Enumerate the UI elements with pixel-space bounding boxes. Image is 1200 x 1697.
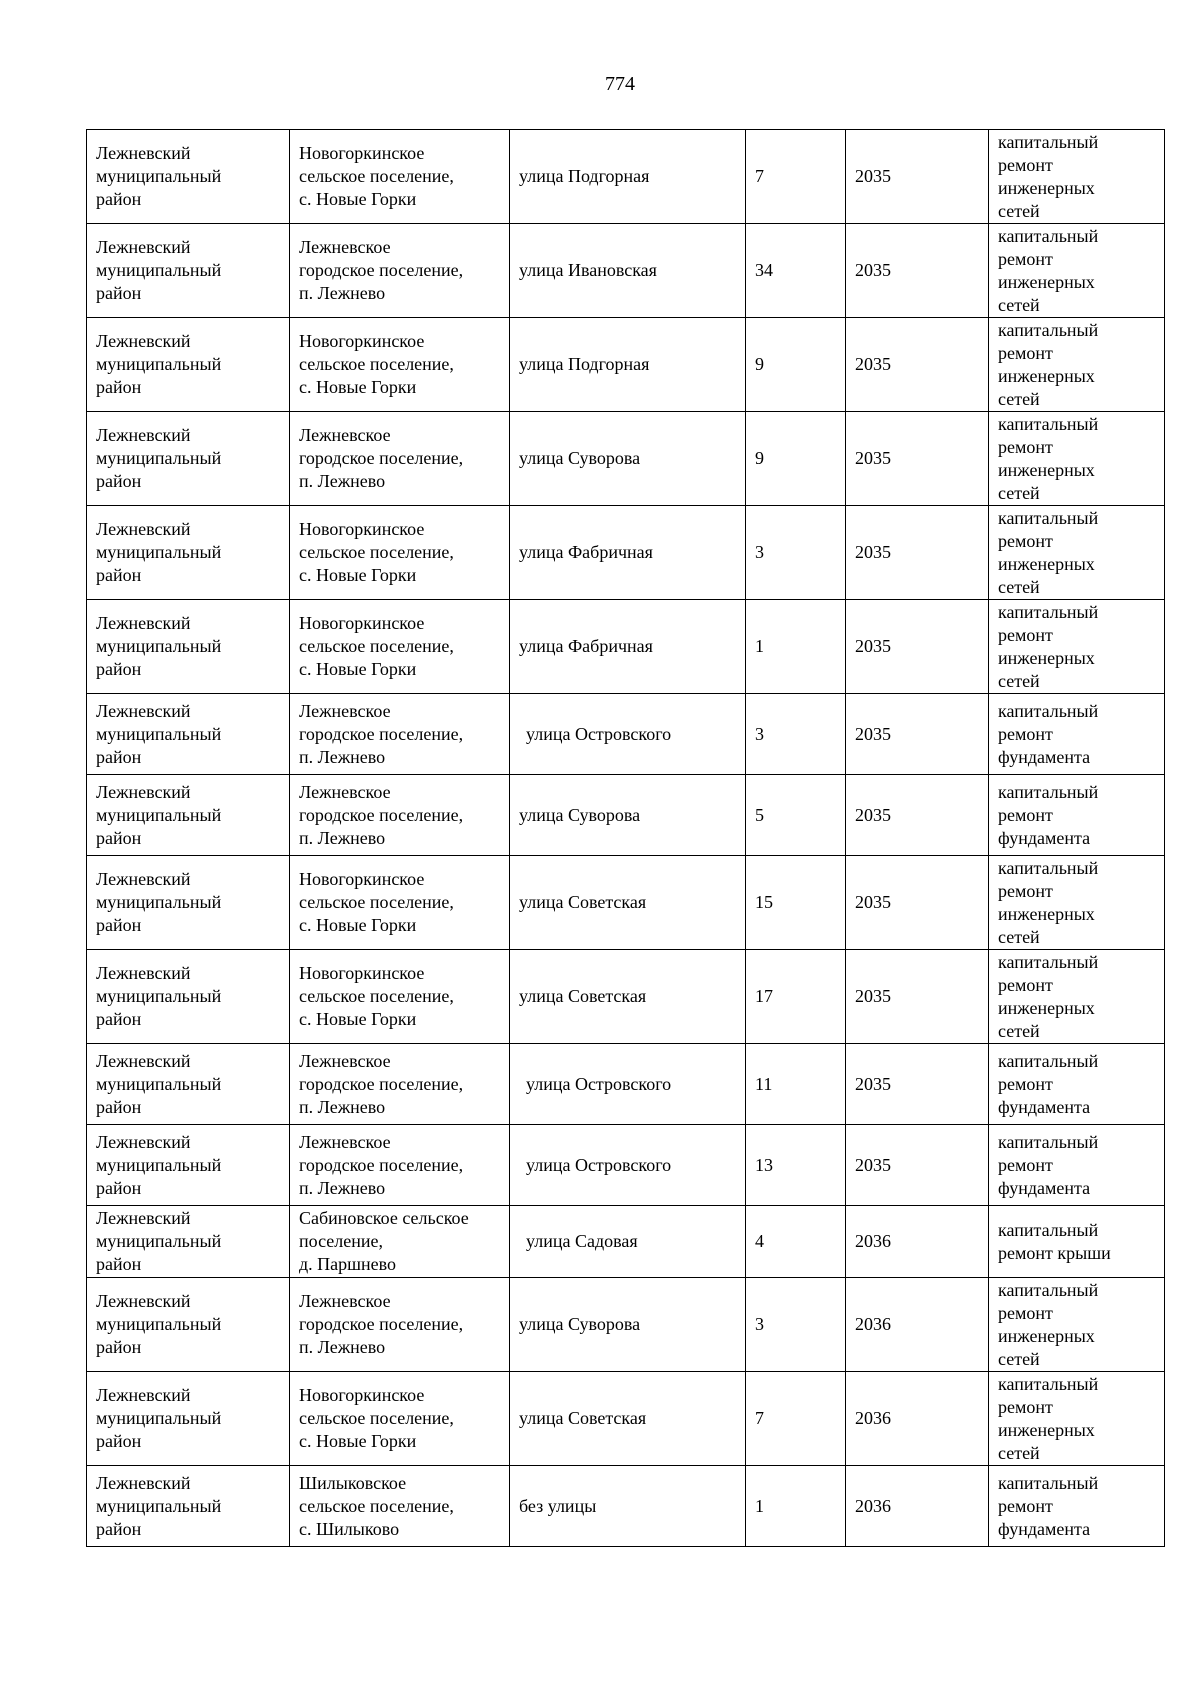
street-cell: улица Подгорная bbox=[510, 130, 746, 224]
table-row bbox=[87, 224, 1165, 318]
street-cell: улица Суворова bbox=[510, 412, 746, 506]
table-row bbox=[87, 1125, 1165, 1206]
settlement-cell: Лежневское городское поселение, п. Лежнево bbox=[290, 1278, 510, 1372]
settlement-cell: Лежневское городское поселение, п. Лежнево bbox=[290, 1044, 510, 1125]
district-cell: Лежневский муниципальный район bbox=[87, 600, 290, 694]
settlement-cell: Лежневское городское поселение, п. Лежнево bbox=[290, 1125, 510, 1206]
house-cell: 4 bbox=[746, 1206, 846, 1278]
table-row bbox=[87, 1206, 1165, 1278]
district-cell: Лежневский муниципальный район bbox=[87, 1278, 290, 1372]
year-cell: 2035 bbox=[846, 130, 989, 224]
house-cell: 9 bbox=[746, 318, 846, 412]
house-cell: 7 bbox=[746, 1372, 846, 1466]
settlement-cell: Лежневское городское поселение, п. Лежнево bbox=[290, 224, 510, 318]
settlement-cell: Новогоркинское сельское поселение, с. Новые Горки bbox=[290, 600, 510, 694]
year-cell: 2035 bbox=[846, 856, 989, 950]
district-cell: Лежневский муниципальный район bbox=[87, 1372, 290, 1466]
work-type-cell: капитальный ремонт фундамента bbox=[989, 694, 1165, 775]
house-cell: 7 bbox=[746, 130, 846, 224]
street-cell: улица Советская bbox=[510, 1372, 746, 1466]
table-row bbox=[87, 412, 1165, 506]
settlement-cell: Новогоркинское сельское поселение, с. Новые Горки bbox=[290, 950, 510, 1044]
district-cell: Лежневский муниципальный район bbox=[87, 412, 290, 506]
settlement-cell: Новогоркинское сельское поселение, с. Новые Горки bbox=[290, 1372, 510, 1466]
work-type-cell: капитальный ремонт инженерных сетей bbox=[989, 506, 1165, 600]
district-cell: Лежневский муниципальный район bbox=[87, 318, 290, 412]
house-cell: 3 bbox=[746, 506, 846, 600]
settlement-cell: Новогоркинское сельское поселение, с. Новые Горки bbox=[290, 506, 510, 600]
settlement-cell: Сабиновское сельское поселение, д. Паршнево bbox=[290, 1206, 510, 1278]
year-cell: 2036 bbox=[846, 1206, 989, 1278]
work-type-cell: капитальный ремонт инженерных сетей bbox=[989, 130, 1165, 224]
table-row bbox=[87, 1466, 1165, 1547]
work-type-cell: капитальный ремонт инженерных сетей bbox=[989, 950, 1165, 1044]
work-type-cell: капитальный ремонт фундамента bbox=[989, 775, 1165, 856]
work-type-cell: капитальный ремонт инженерных сетей bbox=[989, 1372, 1165, 1466]
district-cell: Лежневский муниципальный район bbox=[87, 224, 290, 318]
year-cell: 2035 bbox=[846, 318, 989, 412]
work-type-cell: капитальный ремонт крыши bbox=[989, 1206, 1165, 1278]
table-row bbox=[87, 1044, 1165, 1125]
page-number: 774 bbox=[605, 73, 635, 95]
street-cell: улица Островского bbox=[510, 1125, 746, 1206]
year-cell: 2035 bbox=[846, 694, 989, 775]
work-type-cell: капитальный ремонт инженерных сетей bbox=[989, 1278, 1165, 1372]
year-cell: 2035 bbox=[846, 412, 989, 506]
street-cell: без улицы bbox=[510, 1466, 746, 1547]
house-cell: 1 bbox=[746, 1466, 846, 1547]
house-cell: 17 bbox=[746, 950, 846, 1044]
work-type-cell: капитальный ремонт инженерных сетей bbox=[989, 224, 1165, 318]
street-cell: улица Садовая bbox=[510, 1206, 746, 1278]
year-cell: 2035 bbox=[846, 600, 989, 694]
street-cell: улица Островского bbox=[510, 694, 746, 775]
house-cell: 11 bbox=[746, 1044, 846, 1125]
work-type-cell: капитальный ремонт инженерных сетей bbox=[989, 856, 1165, 950]
table-row bbox=[87, 318, 1165, 412]
district-cell: Лежневский муниципальный район bbox=[87, 506, 290, 600]
table-row bbox=[87, 130, 1165, 224]
settlement-cell: Новогоркинское сельское поселение, с. Новые Горки bbox=[290, 130, 510, 224]
street-cell: улица Островского bbox=[510, 1044, 746, 1125]
work-type-cell: капитальный ремонт фундамента bbox=[989, 1044, 1165, 1125]
district-cell: Лежневский муниципальный район bbox=[87, 1466, 290, 1547]
work-type-cell: капитальный ремонт инженерных сетей bbox=[989, 600, 1165, 694]
district-cell: Лежневский муниципальный район bbox=[87, 694, 290, 775]
work-type-cell: капитальный ремонт фундамента bbox=[989, 1125, 1165, 1206]
table-row bbox=[87, 694, 1165, 775]
street-cell: улица Советская bbox=[510, 856, 746, 950]
year-cell: 2036 bbox=[846, 1466, 989, 1547]
settlement-cell: Новогоркинское сельское поселение, с. Новые Горки bbox=[290, 856, 510, 950]
work-type-cell: капитальный ремонт инженерных сетей bbox=[989, 412, 1165, 506]
table-row bbox=[87, 1278, 1165, 1372]
table-row bbox=[87, 950, 1165, 1044]
settlement-cell: Лежневское городское поселение, п. Лежнево bbox=[290, 412, 510, 506]
street-cell: улица Советская bbox=[510, 950, 746, 1044]
district-cell: Лежневский муниципальный район bbox=[87, 1125, 290, 1206]
table-row bbox=[87, 1372, 1165, 1466]
housing-repair-table bbox=[86, 129, 1165, 1547]
work-type-cell: капитальный ремонт инженерных сетей bbox=[989, 318, 1165, 412]
street-cell: улица Фабричная bbox=[510, 506, 746, 600]
table-row bbox=[87, 600, 1165, 694]
house-cell: 34 bbox=[746, 224, 846, 318]
work-type-cell: капитальный ремонт фундамента bbox=[989, 1466, 1165, 1547]
house-cell: 13 bbox=[746, 1125, 846, 1206]
district-cell: Лежневский муниципальный район bbox=[87, 1206, 290, 1278]
year-cell: 2035 bbox=[846, 775, 989, 856]
district-cell: Лежневский муниципальный район bbox=[87, 775, 290, 856]
table-row bbox=[87, 506, 1165, 600]
year-cell: 2035 bbox=[846, 224, 989, 318]
year-cell: 2036 bbox=[846, 1278, 989, 1372]
district-cell: Лежневский муниципальный район bbox=[87, 1044, 290, 1125]
street-cell: улица Ивановская bbox=[510, 224, 746, 318]
house-cell: 3 bbox=[746, 1278, 846, 1372]
district-cell: Лежневский муниципальный район bbox=[87, 856, 290, 950]
settlement-cell: Лежневское городское поселение, п. Лежнево bbox=[290, 775, 510, 856]
street-cell: улица Подгорная bbox=[510, 318, 746, 412]
table-row bbox=[87, 775, 1165, 856]
year-cell: 2035 bbox=[846, 1044, 989, 1125]
street-cell: улица Фабричная bbox=[510, 600, 746, 694]
year-cell: 2035 bbox=[846, 1125, 989, 1206]
year-cell: 2036 bbox=[846, 1372, 989, 1466]
table-row bbox=[87, 856, 1165, 950]
house-cell: 1 bbox=[746, 600, 846, 694]
district-cell: Лежневский муниципальный район bbox=[87, 950, 290, 1044]
settlement-cell: Лежневское городское поселение, п. Лежнево bbox=[290, 694, 510, 775]
district-cell: Лежневский муниципальный район bbox=[87, 130, 290, 224]
house-cell: 5 bbox=[746, 775, 846, 856]
street-cell: улица Суворова bbox=[510, 1278, 746, 1372]
street-cell: улица Суворова bbox=[510, 775, 746, 856]
house-cell: 9 bbox=[746, 412, 846, 506]
settlement-cell: Шилыковское сельское поселение, с. Шилыково bbox=[290, 1466, 510, 1547]
house-cell: 15 bbox=[746, 856, 846, 950]
year-cell: 2035 bbox=[846, 950, 989, 1044]
house-cell: 3 bbox=[746, 694, 846, 775]
settlement-cell: Новогоркинское сельское поселение, с. Новые Горки bbox=[290, 318, 510, 412]
year-cell: 2035 bbox=[846, 506, 989, 600]
